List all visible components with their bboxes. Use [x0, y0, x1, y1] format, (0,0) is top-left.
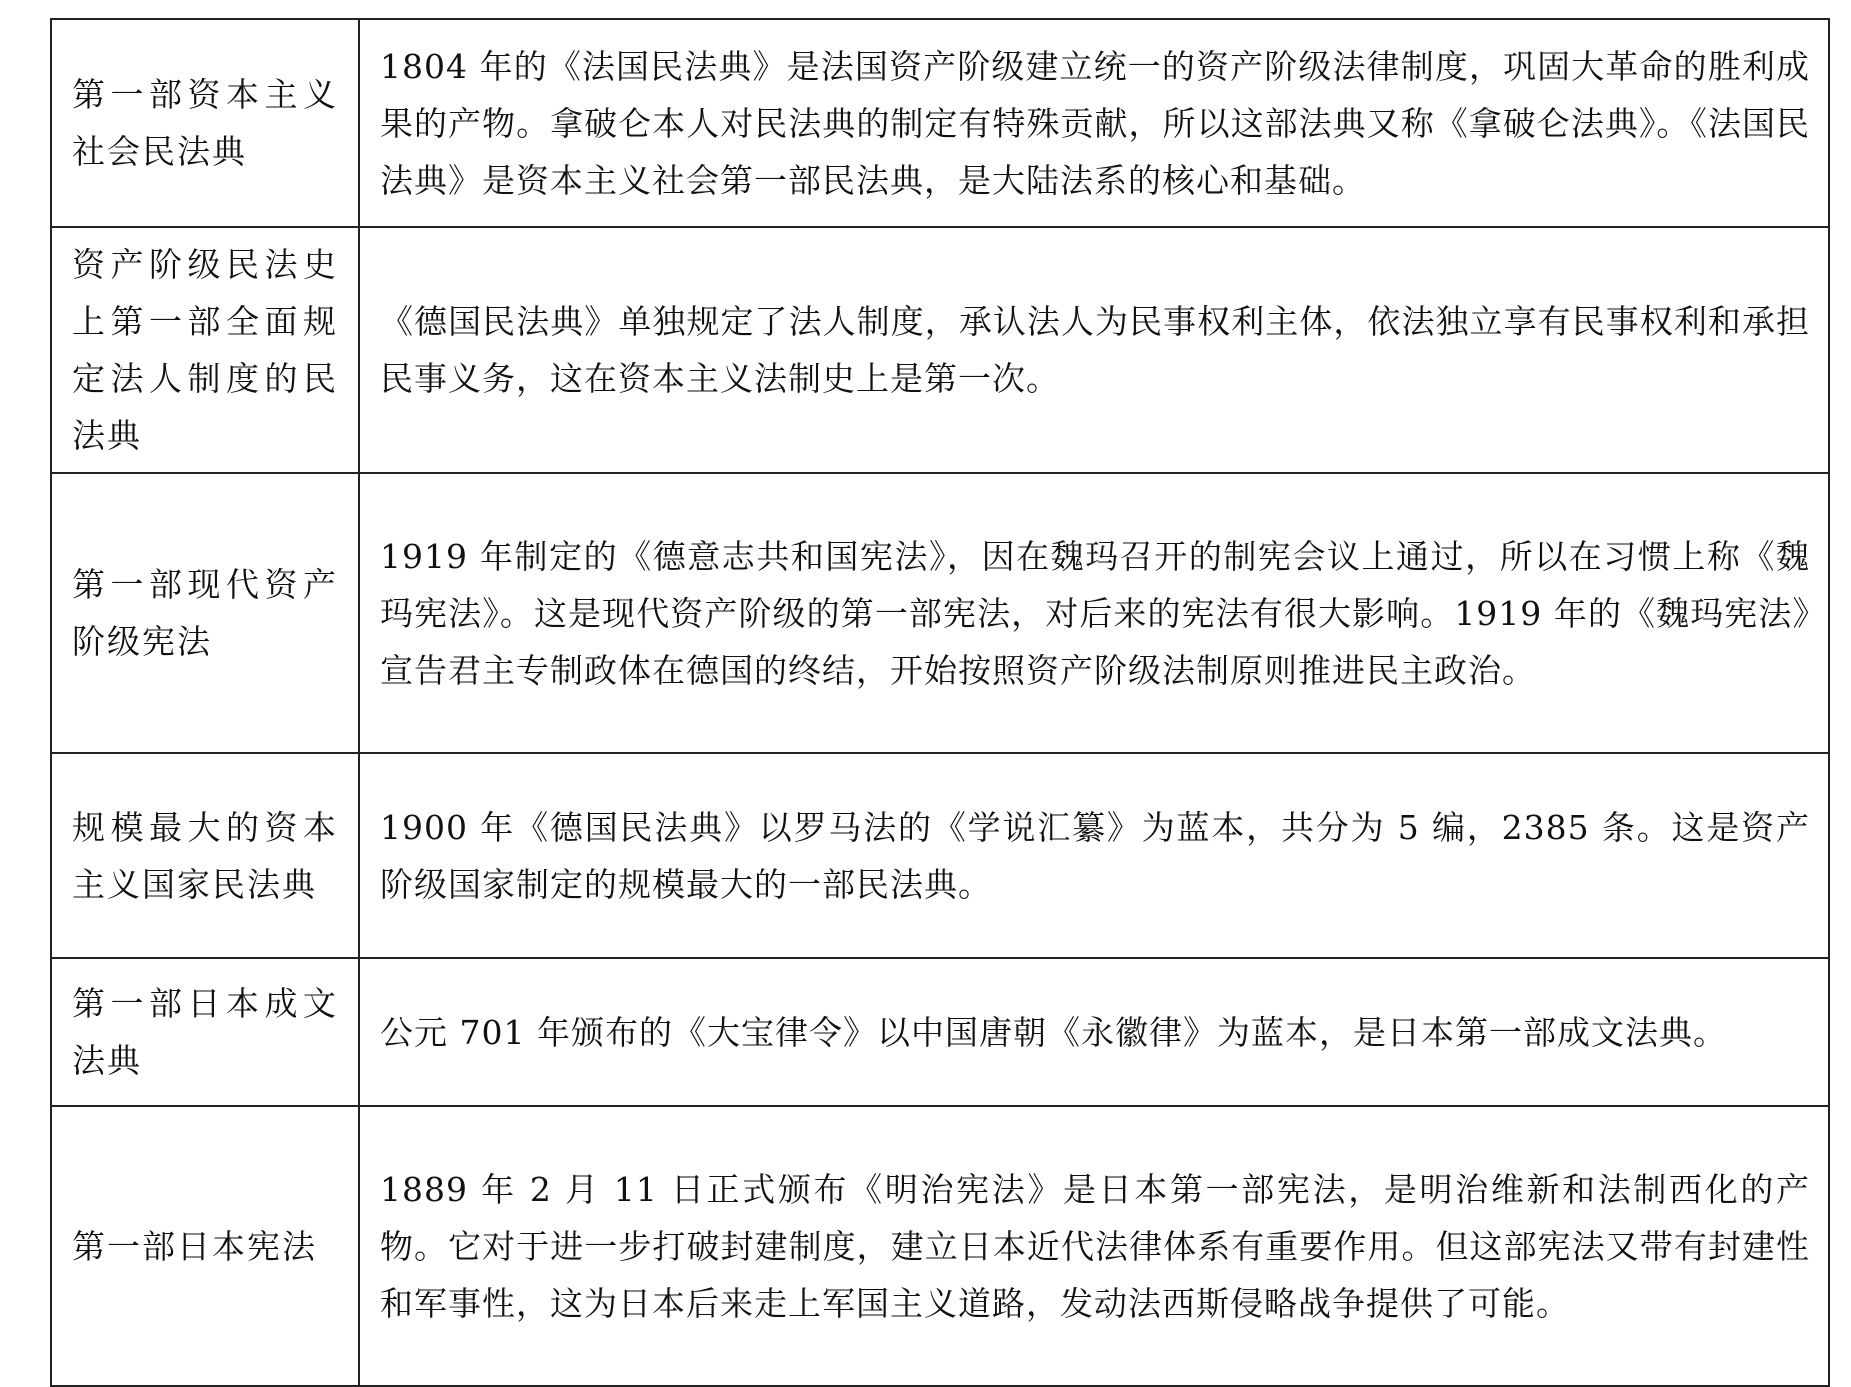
row-title-cell: 第一部日本宪法: [51, 1106, 359, 1386]
table-row: [51, 753, 1829, 958]
row-description-cell: 《德国民法典》单独规定了法人制度，承认法人为民事权利主体，依法独立享有民事权利和承担民事义务，这在资本主义法制史上是第一次。: [359, 227, 1829, 473]
row-description-cell: 1889 年 2 月 11 日正式颁布《明治宪法》是日本第一部宪法，是明治维新和法制西化的产物。它对于进一步打破封建制度，建立日本近代法律体系有重要作用。但这部宪法又带有封建性和军事性，这为日本后来走上军国主义道路，发动法西斯侵略战争提供了可能。: [359, 1106, 1829, 1386]
table-row: [51, 19, 1829, 227]
row-title-cell: 第一部现代资产阶级宪法: [51, 473, 359, 753]
table-row: [51, 958, 1829, 1106]
row-title-cell: 第一部日本成文法典: [51, 958, 359, 1106]
row-description-cell: 公元 701 年颁布的《大宝律令》以中国唐朝《永徽律》为蓝本，是日本第一部成文法典。: [359, 958, 1829, 1106]
row-description-cell: 1804 年的《法国民法典》是法国资产阶级建立统一的资产阶级法律制度，巩固大革命的胜利成果的产物。拿破仑本人对民法典的制定有特殊贡献，所以这部法典又称《拿破仑法典》。《法国民法典》是资本主义社会第一部民法典，是大陆法系的核心和基础。: [359, 19, 1829, 227]
legal-history-table: [50, 18, 1830, 1387]
table-row: [51, 227, 1829, 473]
row-title-cell: 第一部资本主义社会民法典: [51, 19, 359, 227]
table-row: [51, 473, 1829, 753]
table-row: [51, 1106, 1829, 1386]
row-title-cell: 资产阶级民法史上第一部全面规定法人制度的民法典: [51, 227, 359, 473]
table-body: [51, 19, 1829, 1386]
row-description-cell: 1900 年《德国民法典》以罗马法的《学说汇纂》为蓝本，共分为 5 编，2385 条。这是资产阶级国家制定的规模最大的一部民法典。: [359, 753, 1829, 958]
row-title-cell: 规模最大的资本主义国家民法典: [51, 753, 359, 958]
row-description-cell: 1919 年制定的《德意志共和国宪法》，因在魏玛召开的制宪会议上通过，所以在习惯上称《魏玛宪法》。这是现代资产阶级的第一部宪法，对后来的宪法有很大影响。1919 年的《魏玛宪法》宣告君主专制政体在德国的终结，开始按照资产阶级法制原则推进民主政治。: [359, 473, 1829, 753]
